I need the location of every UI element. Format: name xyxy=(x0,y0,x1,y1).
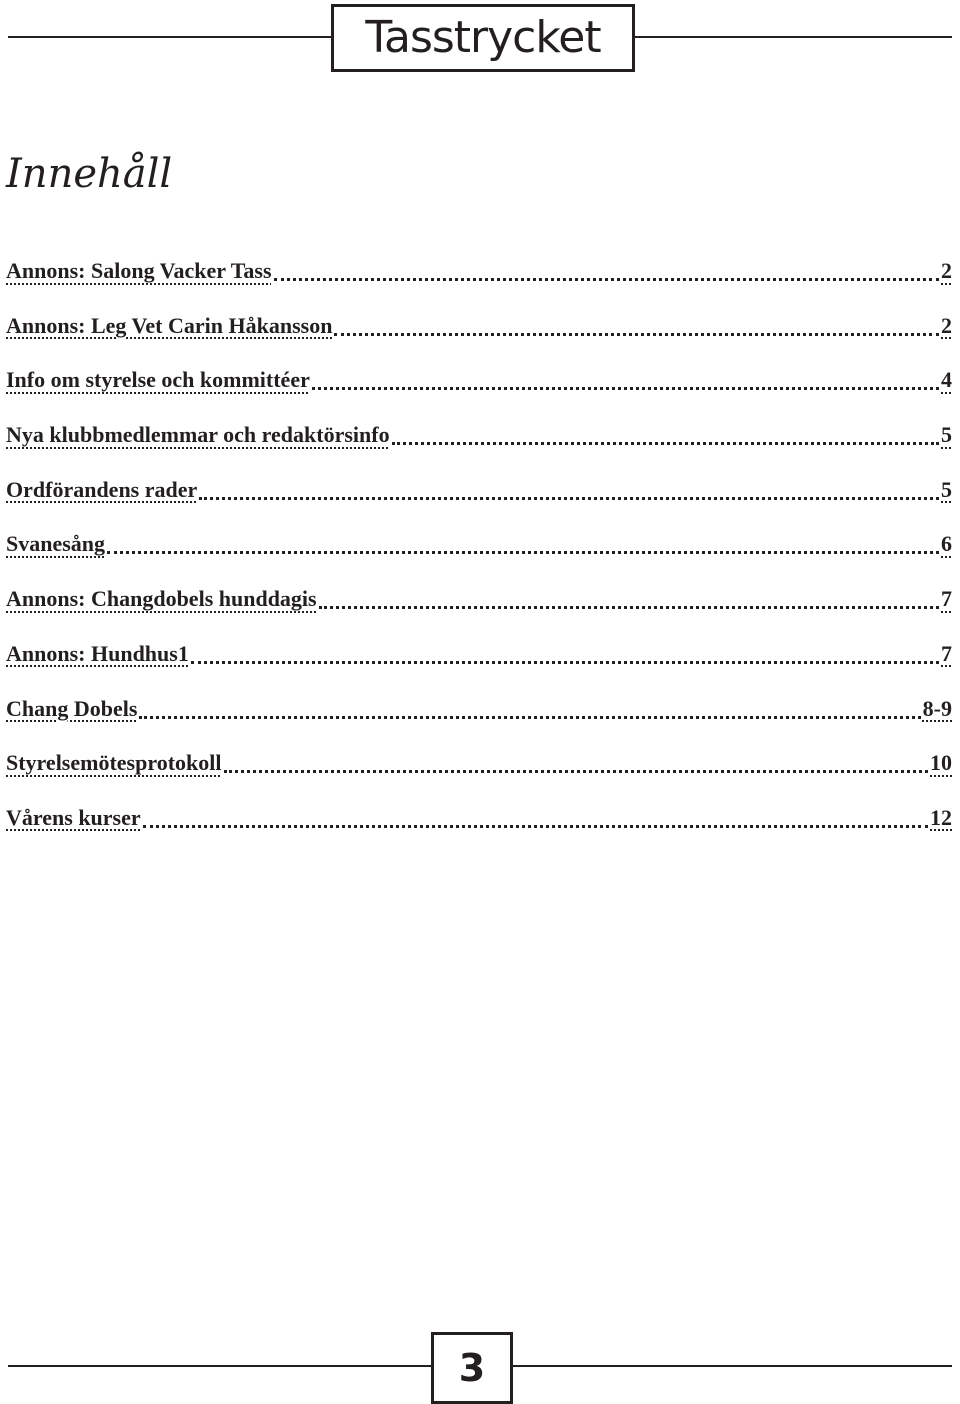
toc-dot-leader xyxy=(143,825,928,828)
toc-entry-6[interactable] xyxy=(6,531,952,586)
toc-dot-leader xyxy=(334,333,939,336)
toc-dot-leader xyxy=(392,442,939,445)
toc-entry-page: 2 xyxy=(941,312,952,338)
toc-entry-label: Annons: Leg Vet Carin Håkansson xyxy=(6,312,333,338)
toc-dot-leader xyxy=(199,497,939,500)
toc-dot-leader xyxy=(274,278,939,281)
masthead xyxy=(0,0,960,72)
toc-entry-page: 2 xyxy=(941,258,952,283)
toc-entry-page: 5 xyxy=(941,476,952,502)
footer-rule-right xyxy=(512,1365,952,1367)
toc-entry-5[interactable] xyxy=(6,477,952,532)
toc-dot-leader xyxy=(312,387,939,390)
page-heading: Innehåll xyxy=(6,151,173,197)
toc-entry-7[interactable] xyxy=(6,586,952,641)
toc-entry-label: Annons: Salong Vacker Tass xyxy=(6,258,272,283)
masthead-rule-right xyxy=(632,36,952,38)
toc-entry-page: 7 xyxy=(941,586,952,612)
toc-entry-label: Chang Dobels xyxy=(6,695,138,721)
toc-dot-leader xyxy=(139,716,920,719)
toc-entry-11[interactable] xyxy=(6,805,952,860)
toc-entry-page: 12 xyxy=(930,804,952,830)
page-number-box xyxy=(431,1332,513,1404)
toc-entry-label: Info om styrelse och kommittéer xyxy=(6,367,310,393)
toc-entry-label: Svanesång xyxy=(6,531,106,557)
toc-entry-3[interactable] xyxy=(6,367,952,422)
table-of-contents xyxy=(6,258,952,860)
footer-rule-left xyxy=(8,1365,432,1367)
toc-entry-page: 10 xyxy=(930,750,952,776)
page-number: 3 xyxy=(458,1346,486,1390)
toc-entry-label: Ordförandens rader xyxy=(6,476,198,502)
toc-entry-label: Nya klubbmedlemmar och redaktörsinfo xyxy=(6,422,390,448)
page-footer xyxy=(0,1330,960,1403)
toc-entry-2[interactable] xyxy=(6,313,952,368)
masthead-title-box xyxy=(331,4,635,72)
toc-entry-page: 4 xyxy=(941,367,952,393)
toc-entry-label: Annons: Hundhus1 xyxy=(6,640,189,666)
toc-entry-9[interactable] xyxy=(6,696,952,751)
masthead-rule-left xyxy=(8,36,332,38)
toc-dot-leader xyxy=(107,551,939,554)
toc-entry-1[interactable] xyxy=(6,258,952,313)
toc-entry-4[interactable] xyxy=(6,422,952,477)
toc-dot-leader xyxy=(224,770,929,773)
toc-entry-label: Vårens kurser xyxy=(6,804,141,830)
toc-entry-page: 8-9 xyxy=(922,695,952,721)
publication-title: Tasstrycket xyxy=(365,12,601,63)
toc-entry-10[interactable] xyxy=(6,750,952,805)
toc-dot-leader xyxy=(191,661,939,664)
toc-entry-page: 7 xyxy=(941,640,952,666)
toc-entry-8[interactable] xyxy=(6,641,952,696)
toc-entry-label: Styrelsemötesprotokoll xyxy=(6,750,222,776)
toc-dot-leader xyxy=(319,606,939,609)
toc-entry-page: 5 xyxy=(941,422,952,448)
toc-entry-label: Annons: Changdobels hunddagis xyxy=(6,586,317,612)
toc-entry-page: 6 xyxy=(941,531,952,557)
